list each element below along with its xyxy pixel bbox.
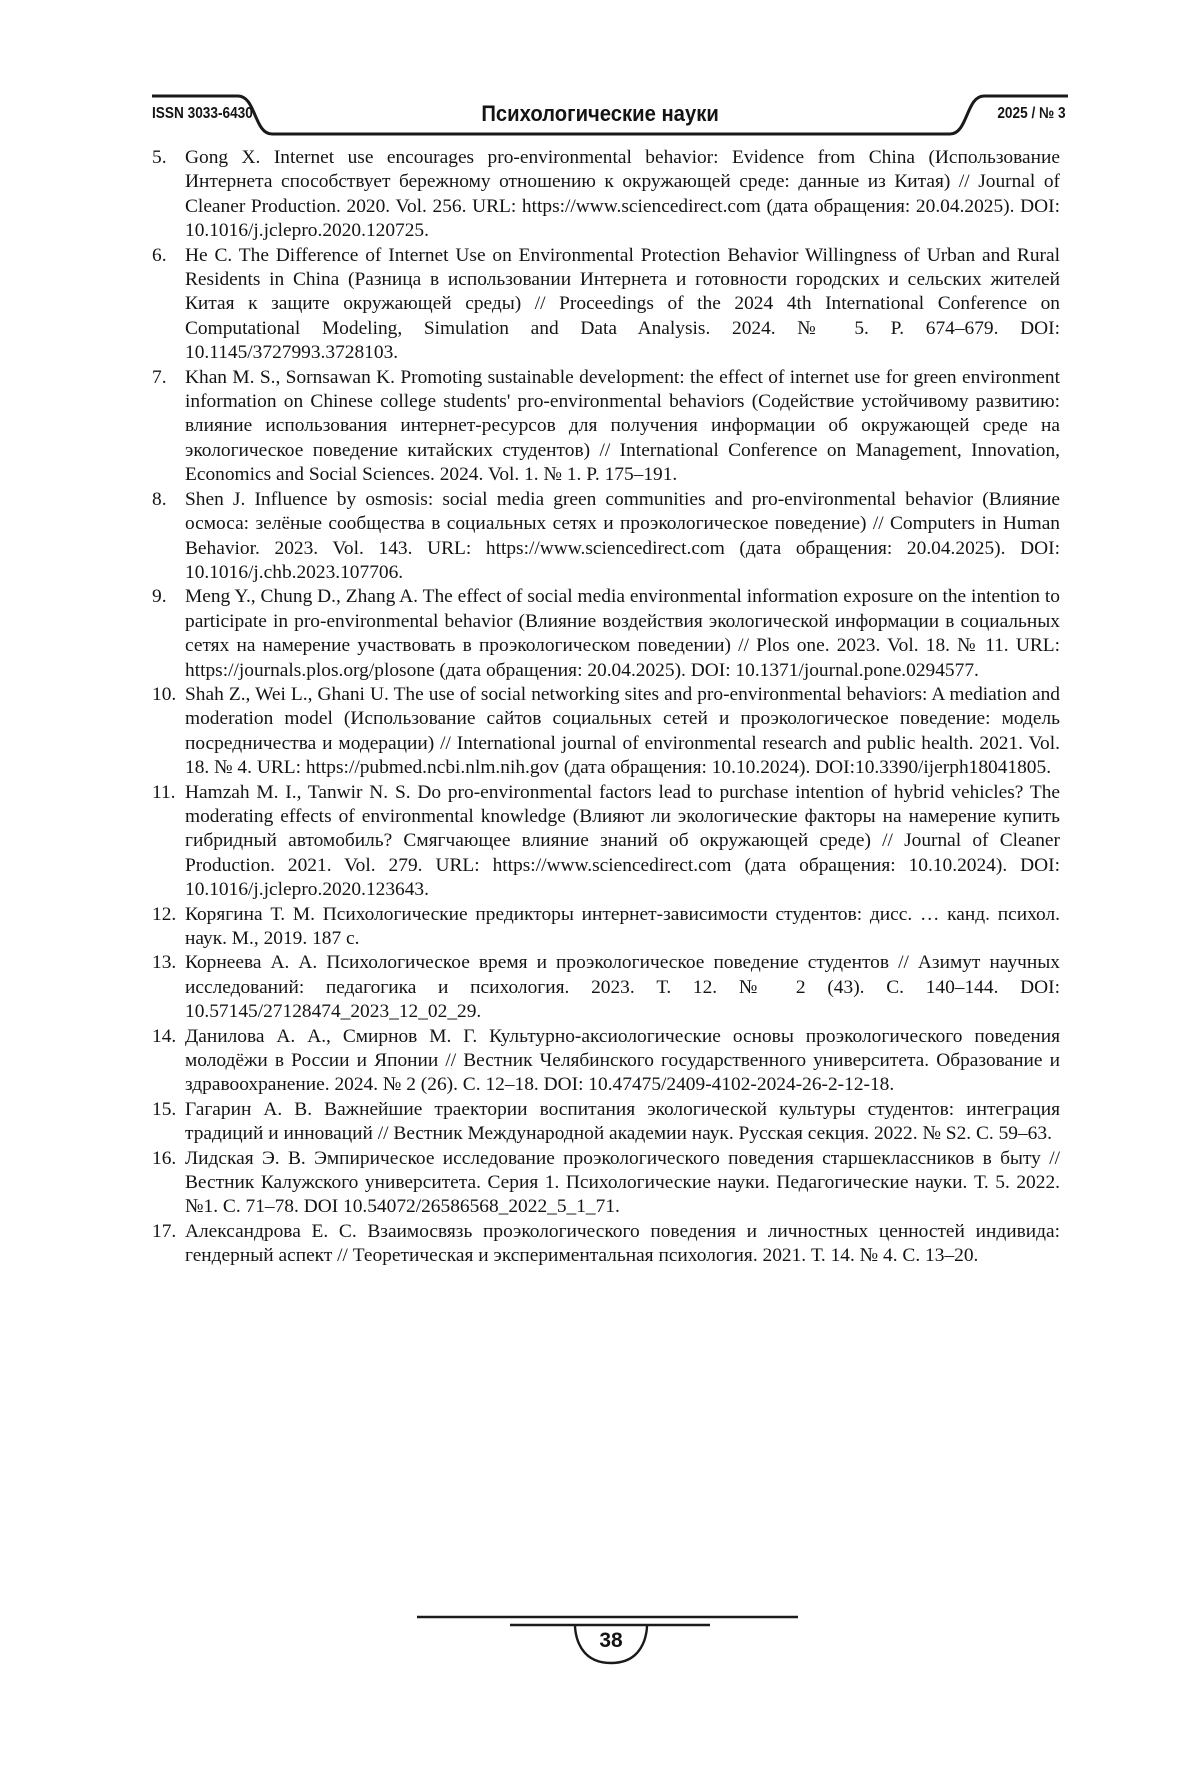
reference-number: 12. <box>152 903 177 925</box>
reference-number: 17. <box>152 1220 177 1242</box>
page-title: Психологические науки <box>481 101 719 126</box>
reference-text: Корнеева А. А. Психологическое время и проэкологическое поведение студентов // Азимут научных исследований: педагогика и психология. 2023. Т. 12. № 2 (43). С. 140–144. DOI: 10.57145/27128474_2023_12_02_29. <box>185 952 1060 1023</box>
header-issn-label: ISSN 3033-6430 <box>152 105 253 122</box>
reference-text: Shah Z., Wei L., Ghani U. The use of social networking sites and pro-environmental behaviors: A mediation and moderation model (Использование сайтов социальных сетей и проэкологическое поведение: модель посредничества и модерации) // International journal of environmental research and public health. 2021. Vol. 18. № 4. URL: https://pubmed.ncbi.nlm.nih.gov (дата обращения: 10.10.2024). DOI:10.3390/ijerph18041805. <box>185 683 1060 779</box>
reference-item <box>152 1098 1060 1147</box>
reference-text: Shen J. Influence by osmosis: social media green communities and pro-environmental behavior (Влияние осмоса: зелёные сообщества в социальных сетях и проэкологическое поведение) // Computers in Human Behavior. 2023. Vol. 143. URL: https://www.sciencedirect.com (дата обращения: 20.04.2025). DOI: 10.1016/j.chb.2023.107706. <box>185 488 1060 583</box>
reference-item <box>152 1220 1060 1269</box>
reference-number: 16. <box>152 1147 177 1169</box>
reference-number: 10. <box>152 683 177 705</box>
reference-text: Гагарин А. В. Важнейшие траектории воспитания экологической культуры студентов: интеграция традиций и инноваций // Вестник Международной академии наук. Русская секция. 2022. № S2. С. 59–63. <box>185 1098 1060 1145</box>
reference-number: 8. <box>152 488 167 510</box>
reference-number: 14. <box>152 1025 177 1047</box>
reference-number: 15. <box>152 1098 177 1120</box>
reference-item <box>152 366 1060 488</box>
reference-text: Meng Y., Chung D., Zhang A. The effect of social media environmental information exposure on the intention to participate in pro-environmental behavior (Влияние воздействия экологической информации в социальных сетях на намерение участвовать в проэкологическом поведении) // Plos one. 2023. Vol. 18. № 11. URL: https://journals.plos.org/plosone (дата обращения: 20.04.2025). DOI: 10.1371/journal.pone.0294577. <box>185 586 1060 681</box>
reference-item <box>152 1025 1060 1098</box>
reference-list <box>152 146 1060 1269</box>
page-number: 38 <box>599 1629 623 1652</box>
reference-item <box>152 1147 1060 1220</box>
reference-text: He C. The Difference of Internet Use on Environmental Protection Behavior Willingness of Urban and Rural Residents in China (Разница в использовании Интернета и готовности городских и сельских жителей Китая к защите окружающей среды) // Proceedings of the 2024 4th International Conference on Computational Modeling, Simulation and Data Analysis. 2024. № 5. P. 674–679. DOI: 10.1145/3727993.3728103. <box>185 244 1060 364</box>
reference-number: 5. <box>152 147 167 168</box>
reference-item <box>152 951 1060 1024</box>
reference-item <box>152 683 1060 781</box>
header-issue <box>988 99 1066 129</box>
header-ribbon-line <box>0 0 1200 160</box>
reference-item <box>152 244 1060 366</box>
reference-number: 11. <box>152 781 176 803</box>
reference-text: Александрова Е. С. Взаимосвязь проэкологического поведения и личностных ценностей индивида: гендерный аспект // Теоретическая и экспериментальная психология. 2021. Т. 14. № 4. С. 13–20. <box>185 1220 1060 1267</box>
reference-text: Данилова А. А., Смирнов М. Г. Культурно-аксиологические основы проэкологического поведения молодёжи в России и Японии // Вестник Челябинского государственного университета. Образование и здравоохранение. 2024. № 2 (26). С. 12–18. DOI: 10.47475/2409-4102-2024-26-2-12-18. <box>185 1025 1060 1096</box>
header-issue-label: 2025 / № 3 <box>997 105 1066 122</box>
reference-item <box>152 146 1060 244</box>
reference-item <box>152 903 1060 952</box>
reference-text: Корягина Т. М. Психологические предикторы интернет-зависимости студентов: дисс. … канд. психол. наук. М., 2019. 187 с. <box>185 903 1060 949</box>
reference-text: Лидская Э. В. Эмпирическое исследование проэкологического поведения старшеклассников в быту // Вестник Калужского университета. Серия 1. Психологические науки. Педагогические науки. Т. 5. 2022. №1. С. 71–78. DOI 10.54072/26586568_2022_5_1_71. <box>185 1147 1060 1218</box>
reference-number: 9. <box>152 586 167 608</box>
reference-number: 13. <box>152 952 177 974</box>
reference-item <box>152 781 1060 903</box>
reference-number: 6. <box>152 244 167 266</box>
reference-text: Hamzah M. I., Tanwir N. S. Do pro-environmental factors lead to purchase intention of hybrid vehicles? The moderating effects of environmental knowledge (Влияют ли экологические факторы на намерение купить гибридный автомобиль? Смягчающее влияние знаний об окружающей среде) // Journal of Cleaner Production. 2021. Vol. 279. URL: https://www.sciencedirect.com (дата обращения: 10.10.2024). DOI: 10.1016/j.jclepro.2020.123643. <box>185 781 1060 901</box>
reference-number: 7. <box>152 366 167 388</box>
reference-text: Khan M. S., Sornsawan K. Promoting sustainable development: the effect of internet use for green environment information on Chinese college students' pro-environmental behaviors (Содействие устойчивому развитию: влияние использования интернет-ресурсов для получения информации об окружающей среде на экологическое поведение китайских студентов) // International Conference on Management, Innovation, Economics and Social Sciences. 2024. Vol. 1. № 1. P. 175–191. <box>185 366 1060 486</box>
reference-item <box>152 488 1060 586</box>
reference-item <box>152 585 1060 683</box>
reference-text: Gong X. Internet use encourages pro-environmental behavior: Evidence from China (Использование Интернета способствует бережному отношению к окружающей среде: данные из Китая) // Journal of Cleaner Production. 2020. Vol. 256. URL: https://www.sciencedirect.com (дата обращения: 20.04.2025). DOI: 10.1016/j.jclepro.2020.120725. <box>185 147 1060 242</box>
